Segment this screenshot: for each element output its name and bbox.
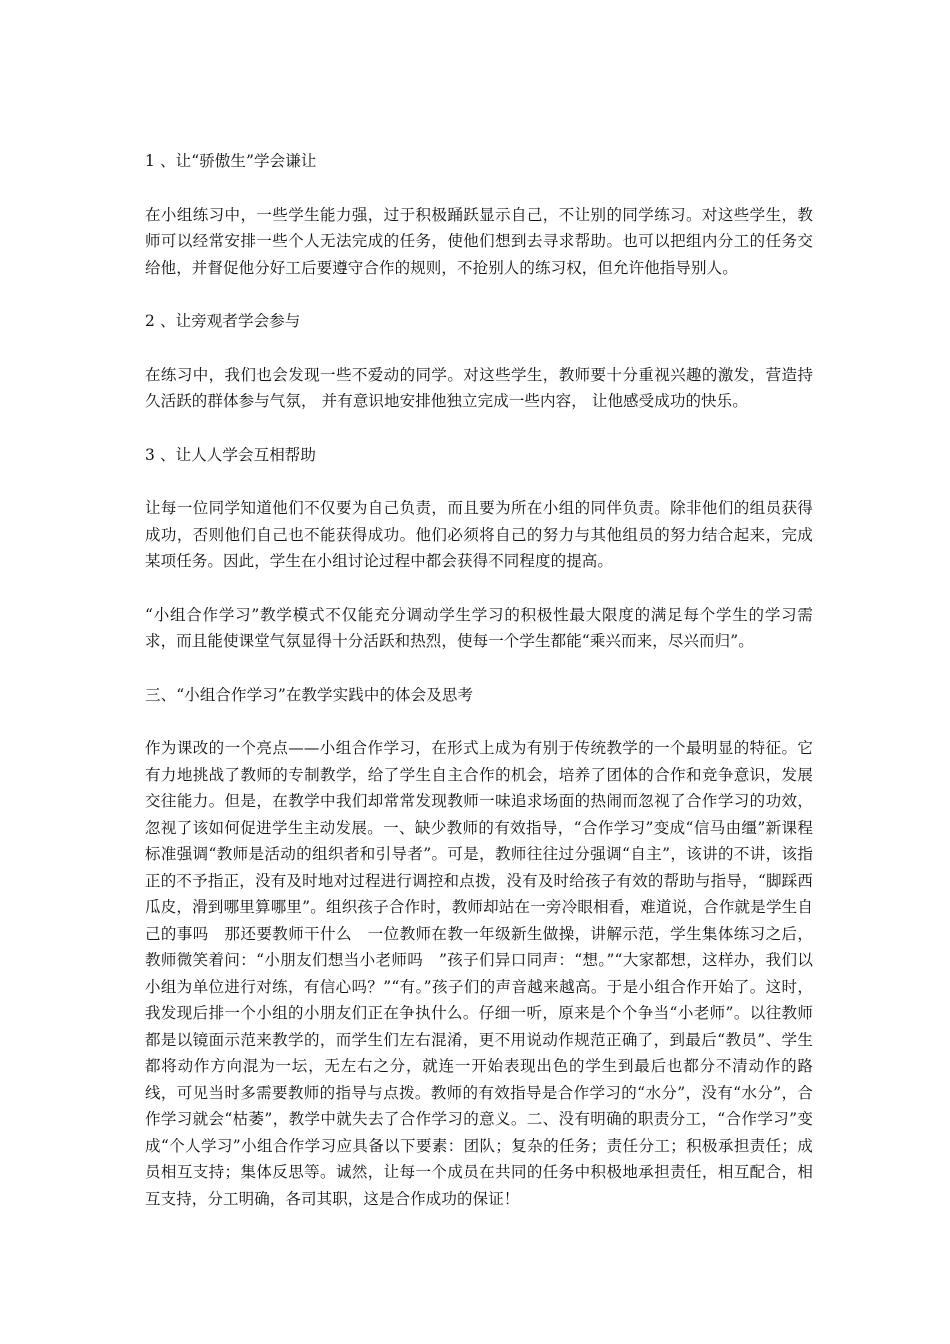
paragraph-3: 让每一位同学知道他们不仅要为自己负责，而且要为所在小组的同伴负责。除非他们的组员获得成功，否则他们自己也不能获得成功。他们必须将自己的努力与其他组员的努力结合起来，完成某项任务。因此，学生在小组讨论过程中都会获得不同程度的提高。 — [145, 499, 813, 570]
section-heading-2: 2 、让旁观者学会参与 — [145, 312, 301, 330]
section-heading-1: 1 、让“骄傲生”学会谦让 — [145, 152, 317, 170]
paragraph-4: “小组合作学习”教学模式不仅能充分调动学生学习的积极性最大限度的满足每个学生的学习需求，而且能使课堂气氛显得十分活跃和热烈，使每一个学生都能“乘兴而来，尽兴而归”。 — [145, 605, 813, 650]
document-body — [145, 148, 813, 1239]
paragraph-1: 在小组练习中，一些学生能力强，过于积极踊跃显示自己，不让别的同学练习。对这些学生，教师可以经常安排一些个人无法完成的任务，使他们想到去寻求帮助。也可以把组内分工的任务交给他，并督促他分好工后要遵守合作的规则，不抢别人的练习权，但允许他指导别人。 — [145, 205, 813, 277]
paragraph-5: 作为课改的一个亮点——小组合作学习，在形式上成为有别于传统教学的一个最明显的特征。它有力地挑战了教师的专制教学，给了学生自主合作的机会，培养了团体的合作和竞争意识，发展交往能力。但是，在教学中我们却常常发现教师一味追求场面的热闹而忽视了合作学习的功效，忽视了该如何促进学生主动发展。一、缺少教师的有效指导，“合作学习”变成“信马由缰”新课程标准强调“教师是活动的组织者和引导者”。可是，教师往往过分强调“自主”，该讲的不讲，该指正的不予指正，没有及时地对过程进行调控和点拨，没有及时给孩子有效的帮助与指导，“脚踩西瓜皮，滑到哪里算哪里”。组织孩子合作时，教师却站在一旁冷眼相看，难道说，合作就是学生自己的事吗 那还要教师干什么 一位教师在教一年级新生做操，讲解示范，学生集体练习之后，教师微笑着问：“小朋友们想当小老师吗 ”孩子们异口同声：“想。”“大家都想，这样办，我们以小组为单位进行对练，有信心吗？”“有。”孩子们的声音越来越高。于是小组合作开始了。这时，我发现后排一个小组的小朋友们正在争执什么。仔细一听，原来是个个争当“小老师”。以往教师都是以镜面示范来教学的，而学生们左右混淆，更不用说动作规范正确了，到最后“教员”、学生都将动作方向混为一坛，无左右之分，就连一开始表现出色的学生到最后也都分不清动作的路线，可见当时多需要教师的指导与点拨。教师的有效指导是合作学习的“水分”，没有“水分”，合作学习就会“枯萎”，教学中就失去了合作学习的意义。二、没有明确的职责分工，“合作学习”变成“个人学习”小组合作学习应具备以下要素：团队；复杂的任务；责任分工；积极承担责任；成员相互支持；集体反思等。诚然，让每一个成员在共同的任务中积极地承担责任，相互配合，相互支持，分工明确，各司其职，这是合作成功的保证！ — [145, 739, 813, 1208]
paragraph-2: 在练习中，我们也会发现一些不爱动的同学。对这些学生，教师要十分重视兴趣的激发，营造持久活跃的群体参与气氛， 并有意识地安排他独立完成一些内容， 让他感受成功的快乐。 — [145, 365, 813, 410]
section-heading-4: 三、“小组合作学习”在教学实践中的体会及思考 — [145, 685, 474, 704]
section-heading-3: 3 、让人人学会互相帮助 — [145, 445, 316, 464]
